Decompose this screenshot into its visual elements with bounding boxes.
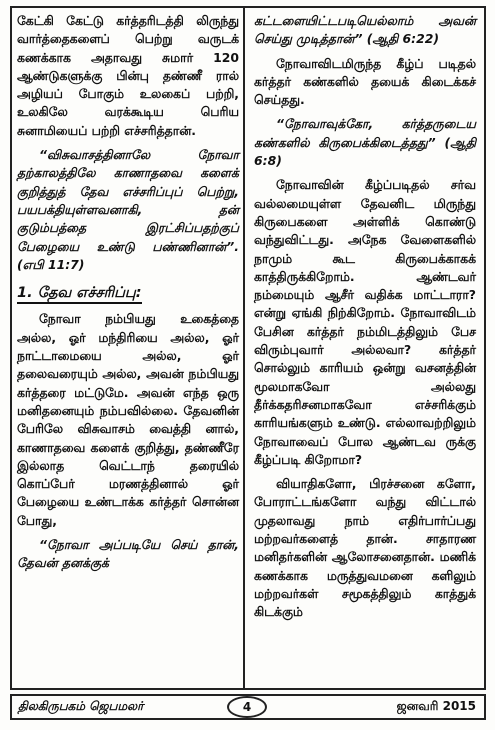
column-divider <box>243 6 245 690</box>
page-footer <box>10 694 486 720</box>
scripture-quote: கட்டளையிட்டபடியெல்லாம் அவன் செய்து முடித்தான்” (ஆதி 6:22) <box>254 13 476 47</box>
paragraph: வியாதிகளோ, பிரச்சனை களோ, போராட்டங்களோ வந்து விட்டால் முதலாவது நாம் எதிர்பார்ப்பது மற்றவர்களைத் தான். சாதாரண மனிதர்களின் ஆலோசனைதான். மணிக் கணக்காக மருத்துவமனை களிலும் மற்றவர்கள் சமூகத்திலும் காத்துக் கிடக்கும் <box>254 476 476 620</box>
paragraph: நோவாவின் கீழ்ப்படிதல் சர்வ வல்லமையுள்ள தேவனிட மிருந்து கிருபைகளை அள்ளிக் கொண்டு வந்துவிட்டது. அநேக வேளைகளில் நாமும் கூட கிருபைக்காகக் காத்திருக்கிறோம். ஆண்டவர் நம்மையும் ஆசீர் வதிக்க மாட்டாரா? என்று ஏங்கி நிற்கிறோம். நோவாவிடம் பேசின கர்த்தர் நம்மிடத்திலும் பேச விரும்புவார் அல்லவா? கர்த்தர் சொல்லும் காரியம் ஒன்று வசனத்தின் மூலமாகவோ அல்லது தீர்க்கதரிசனமாகவோ எச்சரிக்கும் காரியங்களும் உண்டு. எல்லாவற்றிலும் நோவாவைப் போல ஆண்டவ ருக்கு கீழ்ப்படி கிறோமா? <box>254 177 476 467</box>
scripture-quote: “நோவாவுக்கோ, கர்த்தருடைய கண்களில் கிருபைக்கிடைத்தது” (ஆதி 6:8) <box>254 116 476 169</box>
right-column <box>254 12 476 628</box>
scripture-quote: “நோவா அப்படியே செய் தான், தேவன் தனக்குக் <box>17 537 239 571</box>
section-heading: 1. தேவ எச்சரிப்பு: <box>17 284 142 304</box>
issue-date: ஜனவரி 2015 <box>396 699 476 713</box>
page-number: 4 <box>227 696 267 718</box>
left-column <box>17 12 239 579</box>
scripture-quote: “விசுவாசத்தினாலே நோவா தற்காலத்திலே காணாதவை களைக் குறித்துத் தேவ எச்சரிப்புப் பெற்று, பயபக்தியுள்ளவனாகி, தன் குடும்பத்தை இரட்சிப்பதற்குப் பேழையை உண்டு பண்ணினான்”. (எபி 11:7) <box>17 147 239 272</box>
paragraph: நோவாவிடமிருந்த கீழ்ப் படிதல் கர்த்தர் கண்களில் தயைக் கிடைக்கச் செய்தது. <box>254 55 476 108</box>
publication-name: திலகிருபகம் ஜெபமலர் <box>18 699 144 713</box>
paragraph: கேட்கி கேட்டு கர்த்தரிடத்தி லிருந்து வார்த்தைகளைப் பெற்று வருடக் கணக்காக அதாவது சுமார் 120 ஆண்டுகளுக்கு பின்பு தண்ணீ ரால் அழியப் போகும் உலகைப் பற்றி, உலகிலே வரக்கூடிய பெரிய சுனாமியைப் பற்றி எச்சரித்தான். <box>17 13 239 138</box>
paragraph: நோவா நம்பியது உகைத்தை அல்ல, ஓர் மந்திரியை அல்ல, ஓர் நாட்டாமையை அல்ல, ஓர் தலைவரையும் அல்ல, அவன் நம்பியது கர்த்தரை மட்டுமே. அவன் எந்த ஒரு மனிதனையும் நம்பவில்லை. தேவனின் பேரிலே விசுவாசம் வைத்தி னால், காணாதவை களைக் குறித்து, தண்ணீரே இல்லாத வெட்டாந் தரையில் கொப்பேர் மரணத்தினால் ஓர் பேழையை உண்டாக்க கர்த்தர் சொன்ன போது, <box>17 311 239 528</box>
